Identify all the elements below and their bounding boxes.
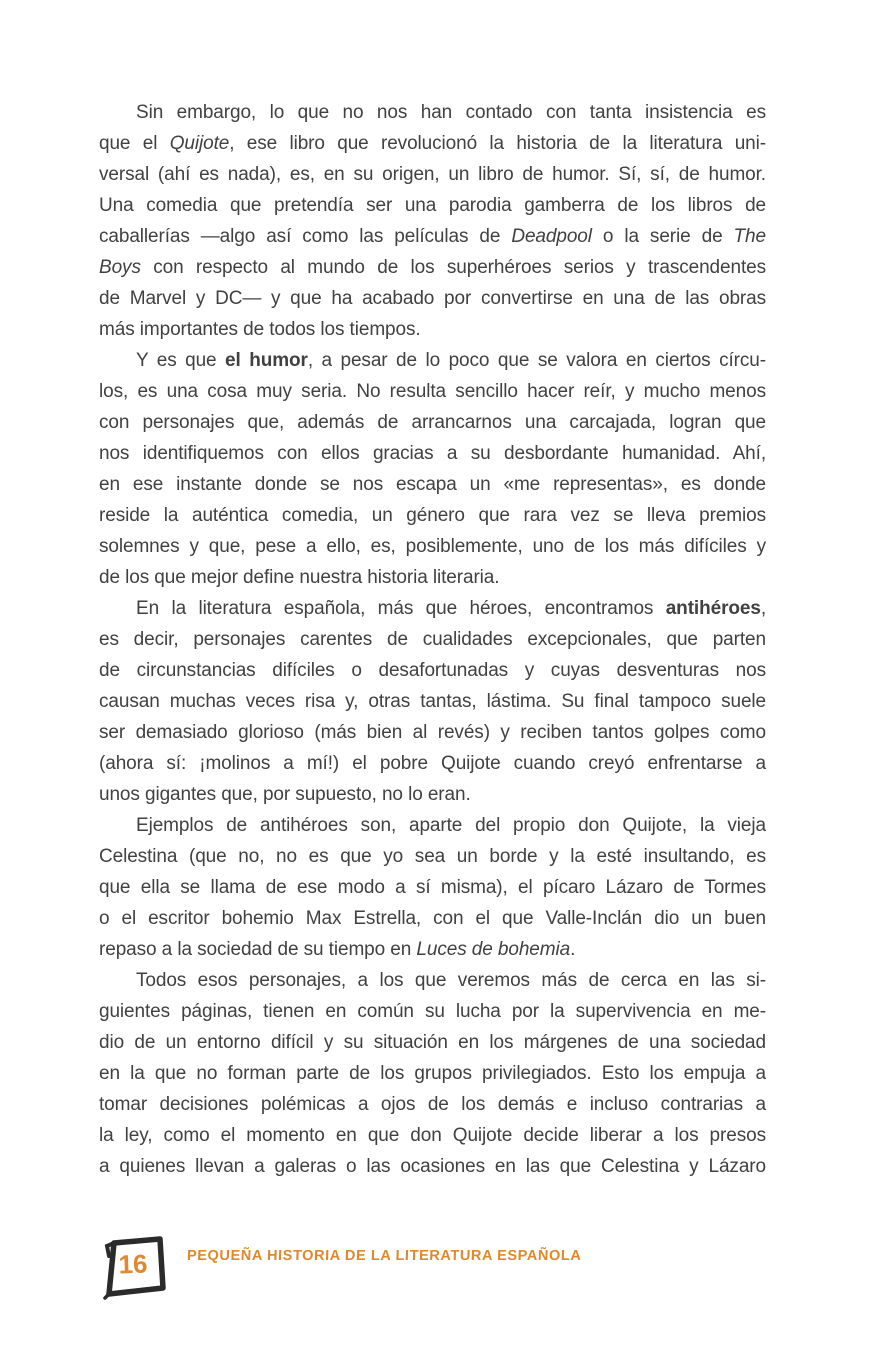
text-segment: , ese libro que revolucionó la historia de la literatura uni- [229, 133, 766, 154]
text-line [99, 779, 766, 810]
text-line [99, 996, 766, 1027]
text-segment: más importantes de todos los tiempos. [99, 319, 421, 340]
paragraph [99, 97, 766, 345]
text-line [99, 655, 766, 686]
text-segment: es decir, personajes carentes de cualidades excepcionales, que parten [99, 629, 766, 650]
text-segment: unos gigantes que, por supuesto, no lo eran. [99, 784, 471, 805]
text-segment: Deadpool [511, 226, 592, 247]
text-line [99, 934, 766, 965]
text-line [99, 252, 766, 283]
paragraph [99, 593, 766, 810]
text-segment: tomar decisiones polémicas a ojos de los demás e incluso contrarias a [99, 1094, 766, 1115]
text-segment: de los que mejor define nuestra historia literaria. [99, 567, 500, 588]
text-line [99, 500, 766, 531]
text-line [99, 1089, 766, 1120]
text-line [99, 531, 766, 562]
text-segment: que el [99, 133, 170, 154]
text-segment: o la serie de [591, 226, 734, 247]
text-line [99, 593, 766, 624]
text-line [99, 469, 766, 500]
text-segment: Boys [99, 257, 141, 278]
text-segment: Luces de bohemia [416, 939, 571, 960]
text-line [99, 97, 766, 128]
text-segment: antihéroes [665, 598, 761, 619]
text-segment: Sin embargo, lo que no nos han contado con tanta insistencia es [136, 102, 766, 123]
text-segment: de circunstancias difíciles o desafortunadas y cuyas desventuras nos [99, 660, 766, 681]
text-segment: guientes páginas, tienen en común su lucha por la supervivencia en me- [99, 1001, 766, 1022]
text-segment: o el escritor bohemio Max Estrella, con el que Valle-Inclán dio un buen [99, 908, 766, 929]
text-line [99, 872, 766, 903]
text-segment: causan muchas veces risa y, otras tantas, lástima. Su final tampoco suele [99, 691, 766, 712]
text-line [99, 407, 766, 438]
text-segment: el humor [225, 350, 308, 371]
paragraph [99, 345, 766, 593]
text-segment: los, es una cosa muy seria. No resulta sencillo hacer reír, y mucho menos [99, 381, 766, 402]
page-number: 16 [117, 1248, 148, 1279]
text-segment: repaso a la sociedad de su tiempo en [99, 939, 417, 960]
text-segment: en la que no forman parte de los grupos privilegiados. Esto los empuja a [99, 1063, 766, 1084]
text-segment: , [760, 598, 766, 619]
text-segment: de Marvel y DC— y que ha acabado por convertirse en una de las obras [99, 288, 766, 309]
text-line [99, 221, 766, 252]
text-line [99, 624, 766, 655]
text-line [99, 438, 766, 469]
text-segment: The [733, 226, 766, 247]
text-segment: . [570, 939, 576, 960]
text-line [99, 1027, 766, 1058]
text-segment: reside la auténtica comedia, un género que rara vez se lleva premios [99, 505, 766, 526]
text-segment: a quienes llevan a galeras o las ocasiones en las que Celestina y Lázaro [99, 1156, 766, 1177]
text-segment: dio de un entorno difícil y su situación en los márgenes de una sociedad [99, 1032, 766, 1053]
text-line [99, 376, 766, 407]
text-line [99, 686, 766, 717]
text-segment: En la literatura española, más que héroes, encontramos [136, 598, 666, 619]
text-line [99, 1151, 766, 1182]
text-line [99, 314, 766, 345]
text-segment: (ahora sí: ¡molinos a mí!) el pobre Quijote cuando creyó enfrentarse a [99, 753, 766, 774]
text-segment: versal (ahí es nada), es, en su origen, un libro de humor. Sí, sí, de humor. [99, 164, 766, 185]
text-line [99, 283, 766, 314]
text-segment: Todos esos personajes, a los que veremos más de cerca en las si- [136, 970, 766, 991]
text-segment: Una comedia que pretendía ser una parodia gamberra de los libros de [99, 195, 766, 216]
text-segment: Quijote [169, 133, 230, 154]
text-segment: con personajes que, además de arrancarnos una carcajada, logran que [99, 412, 766, 433]
text-line [99, 345, 766, 376]
text-line [99, 965, 766, 996]
running-title: PEQUEÑA HISTORIA DE LA LITERATURA ESPAÑOLA [186, 1248, 582, 1264]
paragraph [99, 810, 766, 965]
paragraph [99, 965, 766, 1182]
text-segment: en ese instante donde se nos escapa un «me representas», es donde [99, 474, 766, 495]
body-text [99, 97, 766, 1182]
text-line [99, 1120, 766, 1151]
text-segment: solemnes y que, pese a ello, es, posiblemente, uno de los más difíciles y [99, 536, 766, 557]
text-segment: nos identifiquemos con ellos gracias a su desbordante humanidad. Ahí, [99, 443, 766, 464]
text-segment: , a pesar de lo poco que se valora en ciertos círcu- [307, 350, 766, 371]
text-segment: caballerías —algo así como las películas de [99, 226, 512, 247]
text-line [99, 717, 766, 748]
text-line [99, 810, 766, 841]
text-segment: Y es que [136, 350, 226, 371]
text-line [99, 562, 766, 593]
text-line [99, 903, 766, 934]
text-line [99, 1058, 766, 1089]
text-segment: Celestina (que no, no es que yo sea un borde y la esté insultando, es [99, 846, 766, 867]
text-segment: la ley, como el momento en que don Quijote decide liberar a los presos [99, 1125, 766, 1146]
text-line [99, 190, 766, 221]
text-segment: ser demasiado glorioso (más bien al revés) y reciben tantos golpes como [99, 722, 766, 743]
text-segment: Ejemplos de antihéroes son, aparte del propio don Quijote, la vieja [136, 815, 766, 836]
text-segment: con respecto al mundo de los superhéroes serios y trascendentes [140, 257, 766, 278]
text-line [99, 128, 766, 159]
text-line [99, 159, 766, 190]
text-line [99, 748, 766, 779]
text-segment: que ella se llama de ese modo a sí misma), el pícaro Lázaro de Tormes [99, 877, 766, 898]
text-line [99, 841, 766, 872]
